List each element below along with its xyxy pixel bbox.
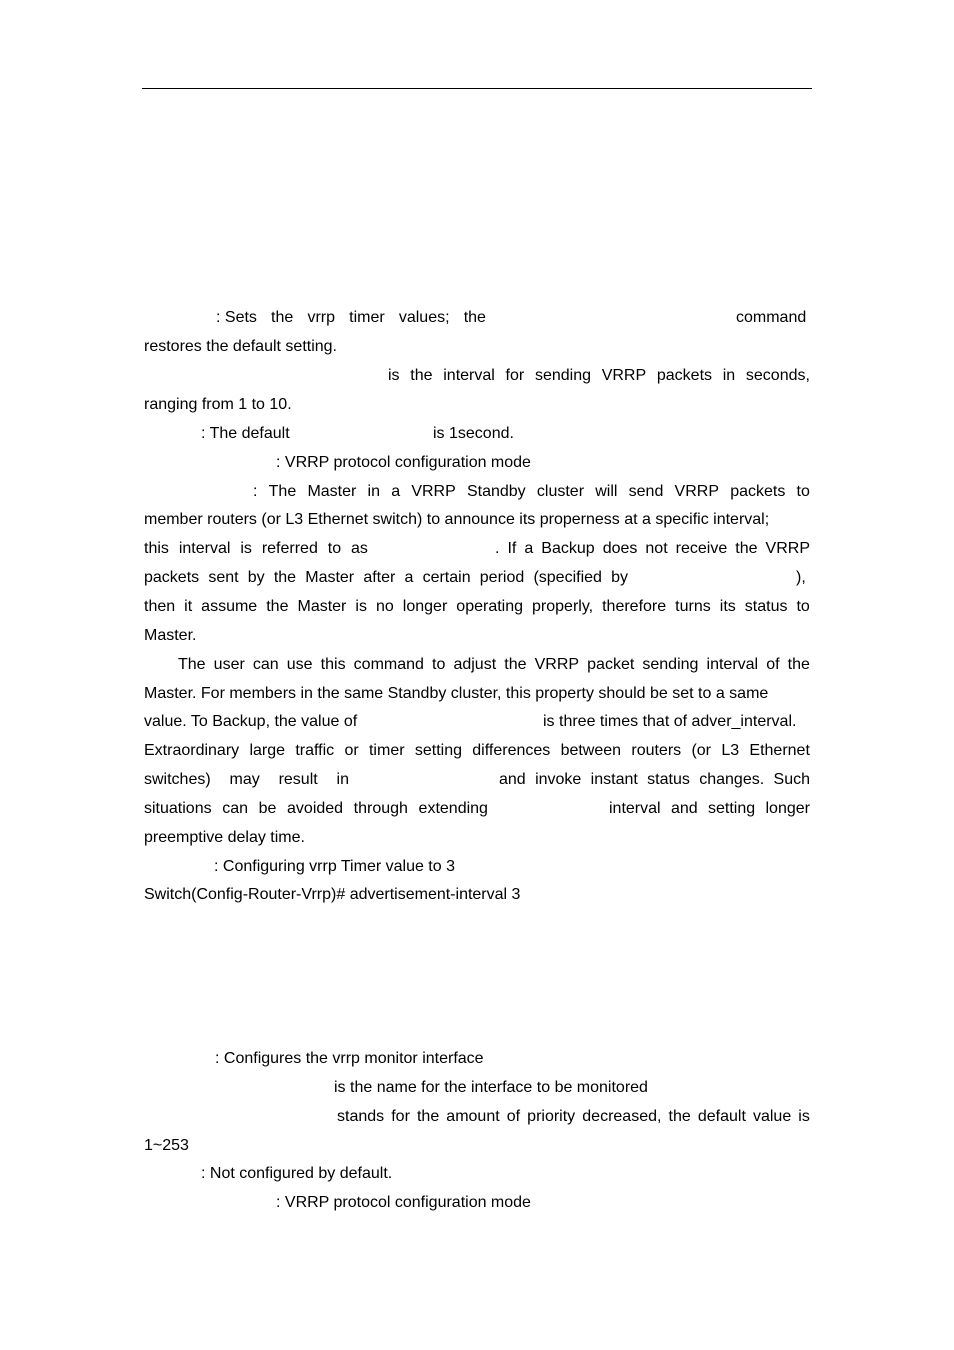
word: : — [253, 483, 258, 500]
word: : Sets — [216, 309, 257, 326]
word: Master — [307, 483, 357, 500]
s2-line6: : VRRP protocol configuration mode — [276, 1194, 531, 1211]
word: operating — [456, 598, 524, 615]
word: VRRP — [601, 367, 647, 384]
word: of — [506, 1108, 521, 1125]
word: If — [507, 540, 517, 557]
s2-line4: 1~253 — [144, 1137, 189, 1154]
word: instant — [590, 771, 638, 788]
word: The — [178, 656, 206, 673]
s1-line12: Master. — [144, 627, 197, 644]
word: VRRP — [534, 656, 580, 673]
word: Backup — [541, 540, 595, 557]
word: the — [271, 309, 294, 326]
word: of — [766, 656, 780, 673]
word: will — [595, 483, 618, 500]
word: by — [247, 569, 265, 586]
word: default — [697, 1108, 746, 1125]
word: this — [320, 656, 346, 673]
word: to — [796, 598, 810, 615]
word: and — [499, 771, 526, 788]
word: to — [327, 540, 342, 557]
s1-line15a: value. To Backup, the value of — [144, 713, 358, 730]
word: interval — [609, 800, 661, 817]
word: for — [391, 1108, 410, 1125]
word: the — [504, 656, 527, 673]
word: through — [353, 800, 408, 817]
word: referred — [261, 540, 318, 557]
s1-line3 — [388, 366, 810, 386]
s1-line19: preemptive delay time. — [144, 829, 305, 846]
word: Such — [773, 771, 810, 788]
s1-line5a: : The default — [201, 425, 290, 442]
word: packet — [587, 656, 635, 673]
word: the — [416, 1108, 440, 1125]
word: interval — [706, 656, 759, 673]
word: stands — [337, 1108, 385, 1125]
word: its — [719, 598, 736, 615]
word: the — [735, 540, 758, 557]
word: . — [495, 540, 500, 557]
word: VRRP — [674, 483, 719, 500]
word: and — [670, 800, 698, 817]
word: seconds, — [745, 367, 810, 384]
word: therefore — [602, 598, 667, 615]
s1-line16 — [144, 741, 810, 761]
word: sending — [534, 367, 591, 384]
word: sent — [208, 569, 239, 586]
s1-line10a — [144, 568, 628, 588]
word: command — [353, 656, 424, 673]
word: result — [278, 771, 318, 788]
word: large — [249, 742, 286, 759]
word: not — [645, 540, 668, 557]
word: the — [463, 309, 486, 326]
word: properly, — [532, 598, 594, 615]
word: or — [344, 742, 359, 759]
s1-line8: member routers (or L3 Ethernet switch) to announce its properness at a specific interval; — [144, 511, 770, 528]
word: packets — [144, 569, 200, 586]
word: Master — [297, 598, 347, 615]
word: VRRP — [411, 483, 456, 500]
s1-line11 — [144, 597, 810, 617]
word: use — [286, 656, 313, 673]
word: Extraordinary — [144, 742, 240, 759]
word: longer — [402, 598, 448, 615]
word: a — [404, 569, 414, 586]
word: setting — [414, 742, 462, 759]
word: for — [505, 367, 525, 384]
word: to — [796, 483, 810, 500]
word: routers — [631, 742, 682, 759]
word: a — [524, 540, 534, 557]
word: (specified — [533, 569, 602, 586]
word: between — [560, 742, 622, 759]
word: packets — [730, 483, 786, 500]
word: packets — [656, 367, 713, 384]
word: status — [647, 771, 690, 788]
word: adjust — [453, 656, 497, 673]
word: values; — [398, 309, 450, 326]
s1-line18a — [144, 799, 488, 819]
s2-line2: is the name for the interface to be monitored — [334, 1079, 648, 1096]
word: timer — [349, 309, 385, 326]
word: assume — [201, 598, 258, 615]
word: receive — [675, 540, 728, 557]
word: can — [252, 656, 279, 673]
word: Master — [305, 569, 355, 586]
s1-line17b — [499, 770, 810, 790]
s1-line1-start — [216, 308, 486, 328]
word: (or — [691, 742, 712, 759]
word: user — [213, 656, 245, 673]
header-rule — [142, 88, 812, 89]
word: invoke — [535, 771, 582, 788]
word: value — [752, 1108, 792, 1125]
word: it — [184, 598, 193, 615]
word: this — [144, 540, 169, 557]
s2-line1: : Configures the vrrp monitor interface — [215, 1050, 484, 1067]
s2-line5: : Not configured by default. — [201, 1165, 393, 1182]
word: vrrp — [307, 309, 335, 326]
word: is — [388, 367, 400, 384]
word: is — [240, 540, 252, 557]
word: the — [668, 1108, 691, 1125]
word: sending — [642, 656, 699, 673]
word: L3 — [721, 742, 740, 759]
word: a — [391, 483, 401, 500]
s1-line15b: is three times that of adver_interval. — [543, 713, 797, 730]
word: by — [611, 569, 628, 586]
s1-line14: Master. For members in the same Standby cluster, this property should be set to a same — [144, 685, 769, 702]
word: longer — [765, 800, 810, 817]
word: interval — [443, 367, 495, 384]
word: may — [229, 771, 260, 788]
word: VRRP — [765, 540, 810, 557]
s1-line20: : Configuring vrrp Timer value to 3 — [214, 858, 455, 875]
s1-line18b — [609, 799, 810, 819]
word: is — [355, 598, 367, 615]
word: in — [336, 771, 349, 788]
word: interval — [178, 540, 231, 557]
s2-line3 — [337, 1107, 810, 1127]
word: certain — [422, 569, 471, 586]
s1-line7 — [253, 482, 810, 502]
s1-line2: restores the default setting. — [144, 338, 337, 355]
word: setting — [708, 800, 756, 817]
word: as — [351, 540, 368, 557]
s1-line5b: is 1second. — [433, 425, 514, 442]
word: situations — [144, 800, 212, 817]
word: priority — [527, 1108, 576, 1125]
word: the — [273, 569, 297, 586]
word: amount — [446, 1108, 500, 1125]
word: after — [363, 569, 396, 586]
word: differences — [472, 742, 551, 759]
word: then — [144, 598, 176, 615]
word: changes. — [699, 771, 765, 788]
word: no — [375, 598, 394, 615]
s1-line4: ranging from 1 to 10. — [144, 396, 292, 413]
word: send — [628, 483, 664, 500]
word: timer — [368, 742, 405, 759]
s1-line13 — [178, 655, 810, 675]
word: be — [258, 800, 277, 817]
word: is — [798, 1108, 810, 1125]
word: decreased, — [582, 1108, 662, 1125]
s1-line9a — [144, 539, 368, 559]
word: The — [268, 483, 297, 500]
word: traffic — [295, 742, 335, 759]
s1-line9b — [495, 539, 810, 559]
word: extending — [418, 800, 488, 817]
word: period — [479, 569, 525, 586]
word: in — [722, 367, 736, 384]
word: status — [744, 598, 788, 615]
word: cluster — [536, 483, 585, 500]
word: Ethernet — [749, 742, 810, 759]
s1-example-command: Switch(Config-Router-Vrrp)# advertisement-interval 3 — [144, 886, 521, 903]
word: the — [266, 598, 289, 615]
word: can — [222, 800, 248, 817]
word: Standby — [466, 483, 526, 500]
word: turns — [675, 598, 711, 615]
word: avoided — [287, 800, 344, 817]
word: to — [432, 656, 446, 673]
s1-line17a — [144, 770, 349, 790]
word: the — [787, 656, 810, 673]
word: in — [367, 483, 380, 500]
word: switches) — [144, 771, 211, 788]
word: does — [602, 540, 638, 557]
s1-line10b: ), — [796, 569, 806, 586]
word: the — [410, 367, 433, 384]
s1-line1-end: command — [736, 309, 807, 326]
s1-line6: : VRRP protocol configuration mode — [276, 454, 531, 471]
